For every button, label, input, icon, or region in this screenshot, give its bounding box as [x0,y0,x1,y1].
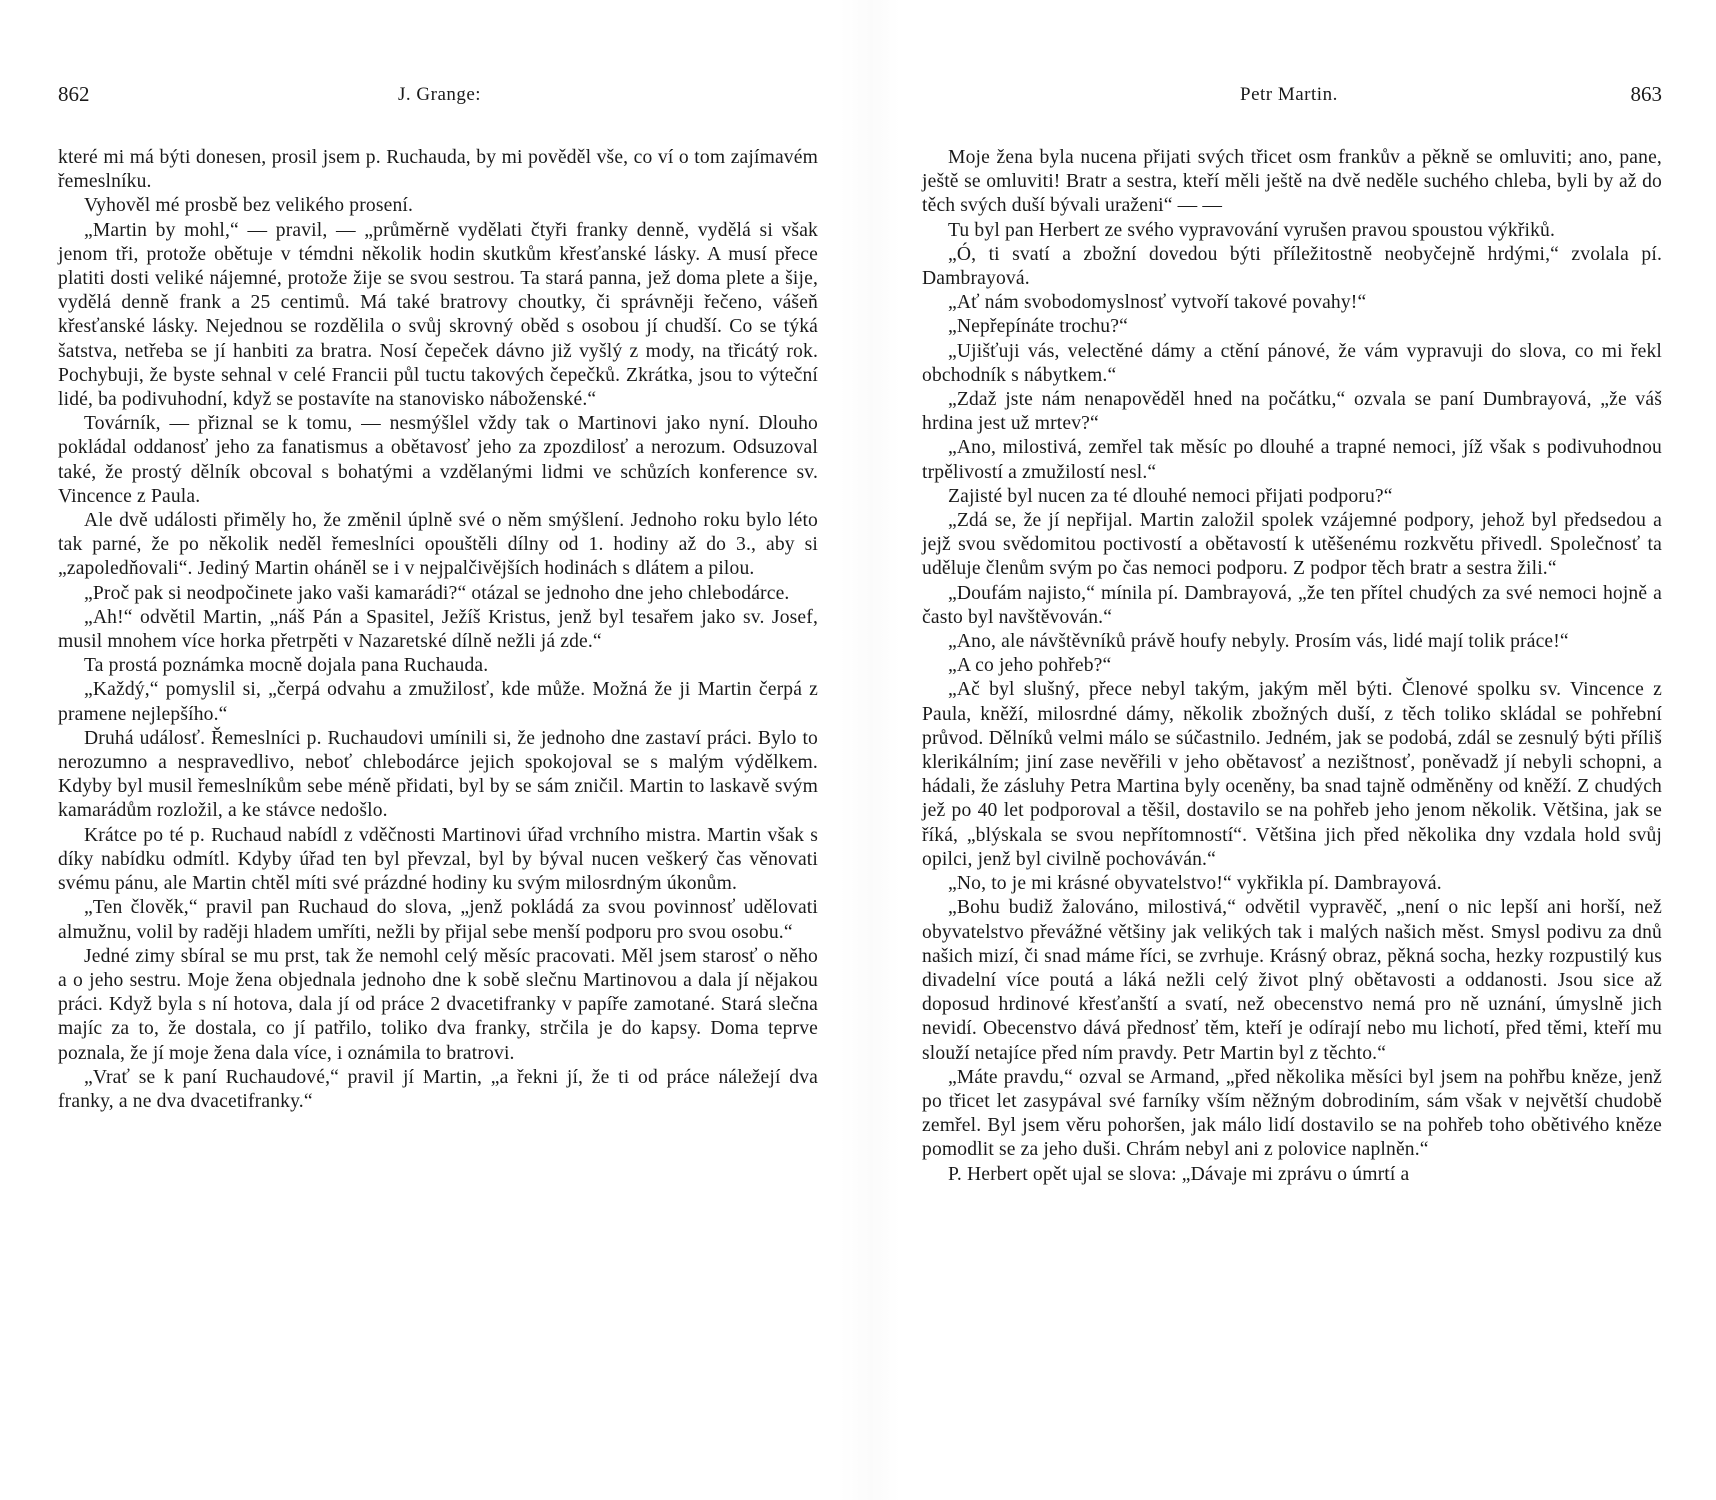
paragraph: „Bohu budiž žalováno, milostivá,“ odvětil vypravěč, „není o nic lepší ani horší, než obyvatelstvo převážné většiny jak velikých tak i malých našich měst. Smysl podivu za dnů našich mizí, či snad máme říci, se zvrhuje. Krásný obraz, pěkná socha, hezky rozpustilý kus divadelní více poutá a láká nežli celý život plný obětavosti a oddanosti. Jsou sice až doposud hrdinové křesťanští a svatí, než obecenstvo nemá pro ně uznání, úmyslně jich nevidí. Obecenstvo dává přednosť těm, kteří je odírají nebo mu lichotí, před těmi, kteří mu slouží netajíce před ním pravdy. Petr Martin byl z těchto.“ [922,897,1662,1064]
paragraph: „Ujišťuji vás, velectěné dámy a ctění pánové, že vám vypravuji do slova, co mi řekl obchodník s nábytkem.“ [922,340,1662,386]
paragraph: „Nepřepínáte trochu?“ [948,316,1128,338]
left-header-title: J. Grange: [398,84,482,105]
paragraph: které mi má býti donesen, prosil jsem p. Ruchauda, by mi pověděl vše, co ví o tom zajímavém řemeslníku. [58,147,818,193]
paragraph: „Ó, ti svatí a zbožní dovedou býti příležitostně neobyčejně hrdými,“ zvolala pí. Dambrayová. [922,243,1662,290]
left-page [58,0,818,1500]
paragraph: Ale dvě události přiměly ho, že změnil úplně své o něm smýšlení. Jednoho roku bylo léto tak parné, že po několik neděl řemeslníci opouštěli dílny od 1. hodiny až do 3., aby si „zapoledňovali“. Jediný Martin oháněl se i v nejpalčivějších hodinách s dlátem a pilou. [58,510,818,580]
paragraph: Krátce po té p. Ruchaud nabídl z vděčnosti Martinovi úřad vrchního mistra. Martin však s díky nabídku odmítl. Kdyby úřad ten byl převzal, byl by býval nucen veškerý čas věnovati svému pánu, ale Martin chtěl míti své prázdné hodiny ku svým milosrdným úkonům. [58,824,818,895]
paragraph: „Martin by mohl,“ — pravil, — „průměrně vydělati čtyři franky denně, vydělá si však jenom tři, protože obětuje v témdni několik hodin skutkům křesťanské lásky. A musí přece platiti dosti veliké nájemné, protože žije se svou sestrou. Ta stará panna, jež doma plete a šije, vydělá denně frank a 25 centimů. Má také bratrovy choutky, či správněji řečeno, vášeň křesťanské lásky. Nejednou se rozdělila o svůj skrovný oběd s osobou jí chudší. Co se týká šatstva, netřeba se jí hanbiti za bratra. Nosí čepeček dávno již vyšlý z mody, na třicátý rok. Pochybuji, že byste sehnal v celé Francii půl tuctu takových čepečků. Zkrátka, jsou to výteční lidé, ba podivuhodní, když se postavíte na stanovisko náboženské.“ [58,219,818,411]
paragraph: Ta prostá poznámka mocně dojala pana Ruchauda. [84,655,489,677]
paragraph: „Proč pak si neodpočinete jako vaši kamarádi?“ otázal se jednoho dne jeho chlebodárce. [84,582,790,604]
paragraph: Tu byl pan Herbert ze svého vypravování vyrušen pravou spoustou výkřiků. [948,219,1556,241]
paragraph: „Zdá se, že jí nepřijal. Martin založil spolek vzájemné podpory, jehož byl předsedou a jejž svou svědomitou poctivostí a obětavostí k utěšenému rozkvětu přivedl. Společnosť ta uděluje členům svým po čas nemoci podporu. Z podpor těch bratr a sestra žili.“ [922,510,1662,580]
right-page [922,0,1662,1500]
right-page-number: 863 [1630,82,1662,106]
right-header-title: Petr Martin. [1240,84,1338,105]
paragraph: „Ten člověk,“ pravil pan Ruchaud do slova, „jenž pokládá za svou povinnosť udělovati almužnu, volil by raději hladem umříti, nežli by přijal sebe menší podporu pro svou osobu.“ [58,897,818,943]
paragraph: Továrník, — přiznal se k tomu, — nesmýšlel vždy tak o Martinovi jako nyní. Dlouho pokládal oddanosť jeho za fanatismus a obětavosť jeho za zpozdilosť a nerozum. Odsuzoval také, že prostý dělník obcoval s bohatými a vzdělanými lidmi ve schůzích konference sv. Vincence z Paula. [58,413,818,507]
final-line: P. Herbert opět ujal se slova: „Dávaje mi zprávu o úmrtí a [948,1163,1410,1185]
left-page-body [58,146,818,1114]
paragraph: „Ač byl slušný, přece nebyl takým, jakým měl býti. Členové spolku sv. Vincence z Paula, kněží, milosrdné dámy, několik zbožných duší, z těch toliko skládal se pohřební průvod. Dělníků velmi málo se súčastnilo. Jedném, jak se podobá, zdál se zesnulý býti příliš klerikálním; jiní zase nevěřili v jeho obětavosť a nezištnosť, poněvadž jí nebyli schopni, a hádali, že zásluhy Petra Martina byly oceněny, ba snad tajně odměněny od kněží. Z chudých jež po 40 let podporoval a těšil, dostavilo se na pohřeb jeho jenom několik. Většina, jak se říká, „blýskala se svou nepřítomností“. Většina jich před několika dny vzdala hold svůj opilci, jenž byl civilně pochováván.“ [922,679,1662,870]
paragraph: Jedné zimy sbíral se mu prst, tak že nemohl celý měsíc pracovati. Měl jsem starosť o něho a o jeho sestru. Moje žena objednala jednoho dne k sobě slečnu Martinovou a dala jí nějakou práci. Když byla s ní hotova, dala jí od práce 2 dvacetifranky v papíře zamotané. Stará slečna majíc za to, že dostala, co jí patřilo, toliko dva franky, strčila je do kapsy. Doma teprve poznala, že jí moje žena dala více, i oznámila to bratrovi. [58,945,818,1064]
book-gutter [840,0,900,1500]
paragraph: Moje žena byla nucena přijati svých třicet osm frankův a pěkně se omluviti; ano, pane, ještě se omluviti! Bratr a sestra, kteří měli ještě na dvě neděle suchého chleba, byli by až do těch svých duší bývali uraženi“ — — [922,147,1662,217]
right-page-body [922,146,1662,1187]
left-page-number: 862 [58,82,90,106]
paragraph: „Ah!“ odvětil Martin, „náš Pán a Spasitel, Ježíš Kristus, jenž byl tesařem jako sv. Josef, musil mnohem více horka přetrpěti v Nazaretské dílně nežli já zde.“ [58,606,818,653]
paragraph: „Ano, ale návštěvníků právě houfy nebyly. Prosím vás, lidé mají tolik práce!“ [948,631,1569,653]
paragraph: „Vrať se k paní Ruchaudové,“ pravil jí Martin, „a řekni jí, že ti od práce náležejí dva franky, a ne dva dvacetifranky.“ [58,1066,818,1112]
paragraph: „Zdaž jste nám nenapověděl hned na počátku,“ ozvala se paní Dumbrayová, „že váš hrdina jest už mrtev?“ [922,389,1662,435]
left-running-head [58,82,818,112]
paragraph: Druhá událosť. Řemeslníci p. Ruchaudovi umínili si, že jednoho dne zastaví práci. Bylo to nerozumno a nespravedlivo, neboť chlebodárce jejich spokojoval se s malým výdělkem. Kdyby byl musil řemeslníkům sebe méně přidati, byl by se sám zničil. Martin to laskavě svým kamarádům rozložil, a ke stávce nedošlo. [58,727,818,822]
paragraph: Vyhověl mé prosbě bez velikého prosení. [84,195,414,217]
paragraph: „Doufám najisto,“ mínila pí. Dambrayová, „že ten přítel chudých za své nemoci hojně a často byl navštěvován.“ [922,582,1662,628]
paragraph: „No, to je mi krásné obyvatelstvo!“ vykřikla pí. Dambrayová. [948,873,1442,895]
paragraph: „Ať nám svobodomyslnosť vytvoří takové povahy!“ [948,292,1367,314]
paragraph: Zajisté byl nucen za té dlouhé nemoci přijati podporu?“ [948,485,1393,507]
right-running-head [922,82,1662,112]
paragraph: „Ano, milostivá, zemřel tak měsíc po dlouhé a trapné nemoci, jíž však s podivuhodnou trpělivostí a zmužilostí nesl.“ [922,437,1662,483]
paragraph: „A co jeho pohřeb?“ [948,655,1112,677]
paragraph: „Každý,“ pomyslil si, „čerpá odvahu a zmužilosť, kde může. Možná že ji Martin čerpá z pramene nejlepšího.“ [58,679,818,725]
paragraph: „Máte pravdu,“ ozval se Armand, „před několika měsíci byl jsem na pohřbu kněze, jenž po třicet let zasypával své farníky vším něžným dobrodiním, sám však v největší chudobě zemřel. Byl jsem věru pohoršen, jak málo lidí dostavilo se na pohřeb toho obětivého kněze pomodlit se za jeho duši. Chrám nebyl ani z polovice naplněn.“ [922,1066,1662,1161]
